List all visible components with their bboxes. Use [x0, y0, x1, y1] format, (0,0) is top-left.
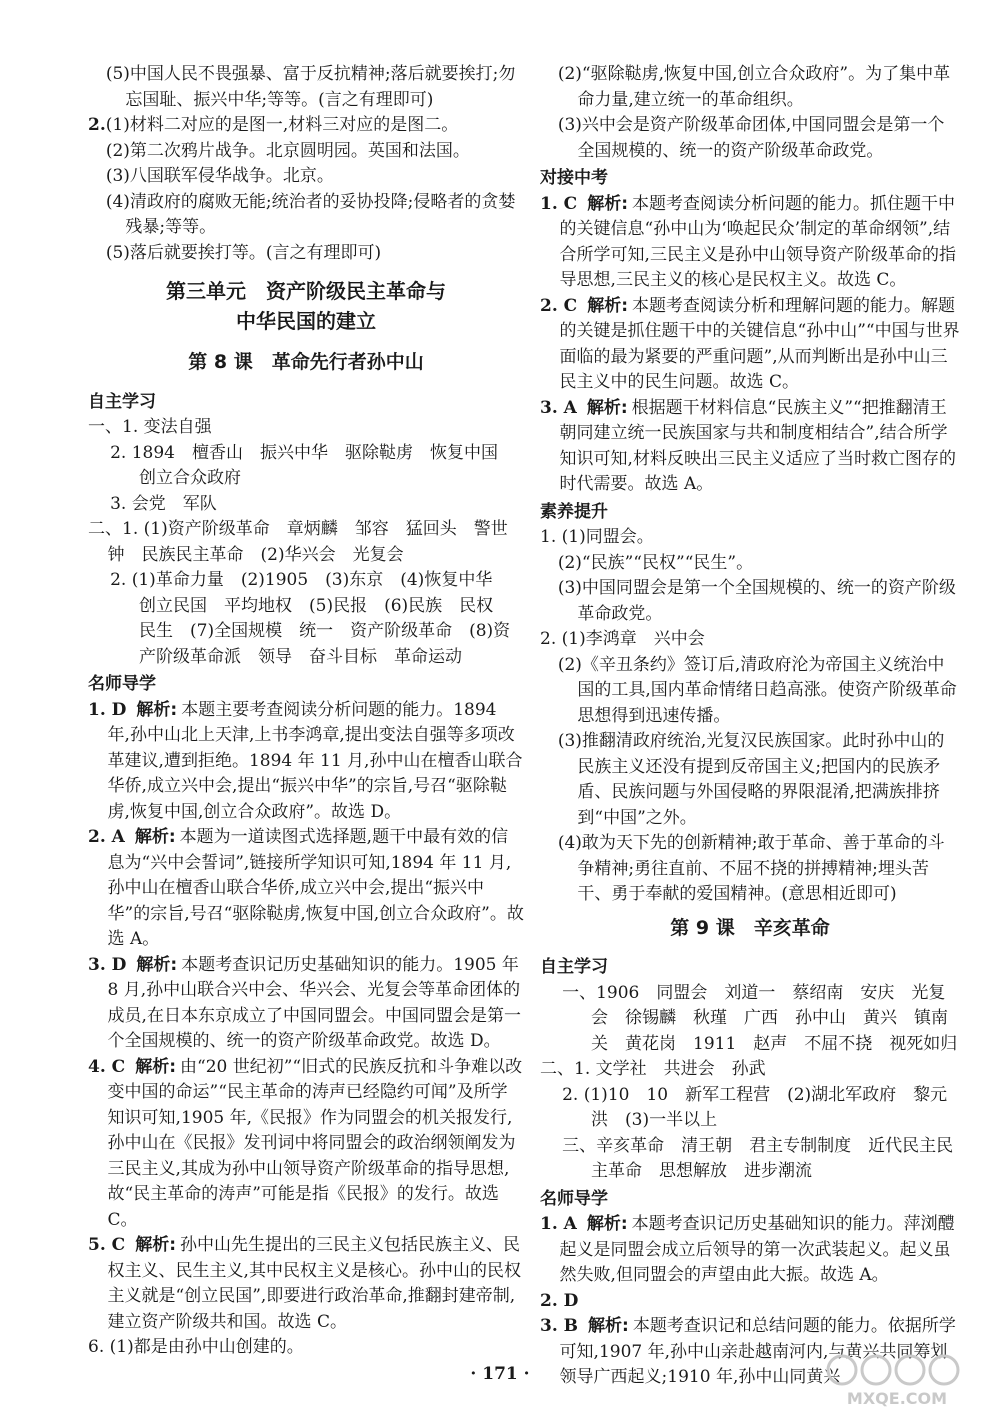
answer-item	[540, 294, 960, 396]
section-heading-suyang: 素养提升	[540, 501, 608, 522]
answer-line: (4)敢为天下先的创新精神;敢于革命、善于革命的斗争精神;勇往直前、不屈不挠的拼搏精神;埋头苦干、勇于奉献的爱国精神。(意思相近即可)	[557, 833, 945, 904]
svg-text:MXQE.COM: MXQE.COM	[846, 1389, 948, 1408]
answer-item	[88, 698, 524, 826]
answer-line: 一、1. 变法自强	[88, 417, 212, 437]
answer-choice: 3. D	[88, 954, 127, 975]
unit-title-line-1: 第三单元 资产阶级民主革命与	[166, 279, 446, 303]
answer-line: 三、辛亥革命 清王朝 君主专制制度 近代民主民主革命 思想解放 进步潮流	[562, 1135, 954, 1181]
unit-title-line-2: 中华民国的建立	[236, 309, 376, 333]
section-heading-mingshi: 名师导学	[540, 1188, 608, 1209]
answer-item	[540, 1212, 960, 1289]
analysis-text: 本题为一道读图式选择题,题干中最有效的信息为“兴中会誓词”,链接所学知识可知,1894 年 11 月,孙中山在檀香山联合华侨,成立兴中会,提出“振兴中华”的宗旨,号召“驱除鞑虏,恢复中国,创立合众政府”。故选 A。	[107, 827, 524, 949]
analysis-label: 解析:	[135, 1235, 177, 1255]
analysis-label: 解析:	[135, 1056, 177, 1077]
analysis-label: 解析:	[134, 827, 176, 847]
lesson-9-title: 第 9 课 辛亥革命	[670, 916, 830, 939]
analysis-label: 解析:	[136, 699, 178, 720]
watermark-logo	[822, 1348, 972, 1410]
answer-item	[88, 1055, 524, 1234]
answer-item	[540, 396, 960, 498]
answer-line: (2)“驱除鞑虏,恢复中国,创立合众政府”。为了集中革命力量,建立统一的革命组织。	[557, 64, 951, 110]
analysis-label: 解析:	[586, 1214, 628, 1234]
answer-line: 1. (1)同盟会。	[540, 527, 654, 547]
answer-line: 二、1. (1)资产阶级革命 章炳麟 邹容 猛回头 警世钟 民族民主革命 (2)华兴会 光复会	[88, 519, 508, 565]
answer-line: (3)兴中会是资产阶级革命团体,中国同盟会是第一个全国规模的、统一的资产阶级革命政党。	[557, 115, 945, 161]
analysis-label: 解析:	[136, 954, 178, 975]
answer-line: (3)八国联军侵华战争。北京。	[105, 166, 334, 186]
unit-title	[88, 276, 524, 336]
section-heading-duijie: 对接中考	[540, 168, 608, 188]
answer-line: 6. (1)都是由孙中山创建的。	[88, 1337, 304, 1357]
answer-choice: 4. C	[88, 1056, 126, 1077]
answer-line: 2. 1894 檀香山 振兴中华 驱除鞑虏 恢复中国 创立合众政府	[110, 442, 515, 488]
answer-choice: 3. B	[540, 1316, 579, 1336]
answer-line: 3. 会党 军队	[110, 493, 217, 514]
section-heading-zizhu: 自主学习	[540, 957, 608, 977]
answer-line: (2)“民族”“民权”“民生”。	[557, 552, 754, 573]
left-column	[88, 62, 524, 1361]
analysis-text: 本题考查识记和总结问题的能力。依据所学可知,1907 年,孙中山亲赴越南河内,与黄兴共同筹划领导广西起义;1910 年,孙中山同黄兴	[559, 1316, 956, 1387]
analysis-text: 本题考查阅读分析问题的能力。抓住题干中的关键信息“孙中山为‘唤起民众’制定的革命纲领”,结合所学可知,三民主义是孙中山领导资产阶级革命的指导思想,三民主义的核心是民权主义。故选 C。	[559, 193, 956, 290]
answer-line: (2)第二次鸦片战争。北京圆明园。英国和法国。	[105, 140, 470, 161]
answer-line: 二、1. 文学社 共进会 孙武	[540, 1059, 766, 1079]
answer-item	[540, 1289, 960, 1315]
answer-line: 一、1906 同盟会 刘道一 蔡绍南 安庆 光复会 徐锡麟 秋瑾 广西 孙中山 黄兴 镇南关 黄花岗 1911 赵声 不屈不挠 视死如归	[562, 982, 958, 1054]
page-number: · 171 ·	[470, 1364, 530, 1384]
section-heading-mingshi: 名师导学	[88, 674, 156, 694]
answer-line: (2)《辛丑条约》签订后,清政府沦为帝国主义统治中国的工具,国内革命情绪日趋高涨。使资产阶级革命思想得到迅速传播。	[557, 654, 957, 726]
answer-item	[88, 1233, 524, 1335]
answer-line: (5)中国人民不畏强暴、富于反抗精神;落后就要挨打;勿忘国耻、振兴中华;等等。(言之有理即可)	[105, 64, 516, 110]
answer-line: (3)推翻清政府统治,光复汉民族国家。此时孙中山的民族主义还没有提到反帝国主义;把国内的民族矛盾、民族问题与外国侵略的界限混淆,把满族排挤到“中国”之外。	[557, 731, 945, 828]
lesson-8-title: 第 8 课 革命先行者孙中山	[188, 351, 424, 373]
analysis-text: 由“20 世纪初”“旧式的民族反抗和斗争难以改变中国的命运”“民主革命的涛声已经隐约可闻”及所学知识可知,1905 年,《民报》作为同盟会的机关报发行,孙中山在《民报》发刊词中将同盟会的政治纲领阐发为三民主义,其成为孙中山领导资产阶级革命的指导思想,故“民主革命的涛声”可能是指《民报》的发行。故选 C。	[107, 1056, 523, 1230]
answer-choice: 5. C	[88, 1235, 126, 1255]
answer-choice: 2. A	[88, 827, 125, 847]
analysis-label: 解析:	[586, 397, 628, 418]
answer-choice: 2. D	[540, 1290, 579, 1311]
analysis-label: 解析:	[588, 1316, 629, 1336]
answer-item	[540, 192, 960, 294]
answer-choice: 1. D	[88, 699, 127, 720]
section-heading-zizhu: 自主学习	[88, 391, 156, 412]
answer-line: (4)清政府的腐败无能;统治者的妥协投降;侵略者的贪婪残暴;等等。	[105, 191, 516, 237]
question-number: 2.	[88, 115, 106, 135]
analysis-text: 本题考查阅读分析和理解问题的能力。解题的关键是抓住题干中的关键信息“孙中山”“中国与世界面临的最为紧要的严重问题”,从而判断出是孙中山三民主义中的民生问题。故选 C。	[559, 295, 960, 392]
analysis-text: 本题考查识记历史基础知识的能力。萍浏醴起义是同盟会成立后领导的第一次武装起义。起义虽然失败,但同盟会的声望由此大振。故选 A。	[559, 1214, 955, 1285]
answer-line: (5)落后就要挨打等。(言之有理即可)	[105, 242, 382, 263]
answer-line: 2. (1)10 10 新军工程营 (2)湖北军政府 黎元洪 (3)一半以上	[562, 1084, 948, 1130]
answer-choice: 1. C	[540, 193, 578, 214]
analysis-text: 本题考查识记历史基础知识的能力。1905 年 8 月,孙中山联合兴中会、华兴会、光复会等革命团体的成员,在日本东京成立了中国同盟会。中国同盟会是第一个全国规模的、统一的资产阶级革命政党。故选 D。	[107, 954, 521, 1051]
answer-line: 2. (1)李鸿章 兴中会	[540, 629, 705, 649]
answer-choice: 2. C	[540, 295, 578, 316]
analysis-label: 解析:	[587, 193, 629, 214]
analysis-text: 本题主要考查阅读分析问题的能力。1894 年,孙中山北上天津,上书李鸿章,提出变法自强等多项改革建议,遭到拒绝。1894 年 11 月,孙中山在檀香山联合华侨,成立兴中会,提出“振兴中华”的宗旨,号召“驱除鞑虏,恢复中国,创立合众政府”。故选 D。	[107, 699, 523, 822]
answer-line: (3)中国同盟会是第一个全国规模的、统一的资产阶级革命政党。	[557, 578, 956, 624]
analysis-text: 孙中山先生提出的三民主义包括民族主义、民权主义、民生主义,其中民权主义是核心。孙中山的民权主义就是“创立民国”,即要进行政治革命,推翻封建帝制,建立资产阶级共和国。故选 C。	[107, 1235, 521, 1332]
answer-item	[88, 825, 524, 953]
answer-line: 2. (1)革命力量 (2)1905 (3)东京 (4)恢复中华 创立民国 平均地权 (5)民报 (6)民族 民权 民生 (7)全国规模 统一 资产阶级革命 (8)资产阶级革命派 领导 奋斗目标 革命运动	[110, 570, 511, 667]
answer-text: (1)材料二对应的是图一,材料三对应的是图二。	[105, 115, 459, 135]
analysis-label: 解析:	[587, 295, 629, 316]
right-column	[540, 62, 960, 1391]
answer-choice: 1. A	[540, 1214, 577, 1234]
analysis-text: 根据题干材料信息“民族主义”“把推翻清王朝同建立统一民族国家与共和制度相结合”,结合所学知识可知,材料反映出三民主义适应了当时救亡图存的时代需要。故选 A。	[559, 397, 956, 494]
answer-item	[88, 953, 524, 1055]
answer-choice: 3. A	[540, 397, 577, 418]
answer-line	[88, 113, 524, 139]
